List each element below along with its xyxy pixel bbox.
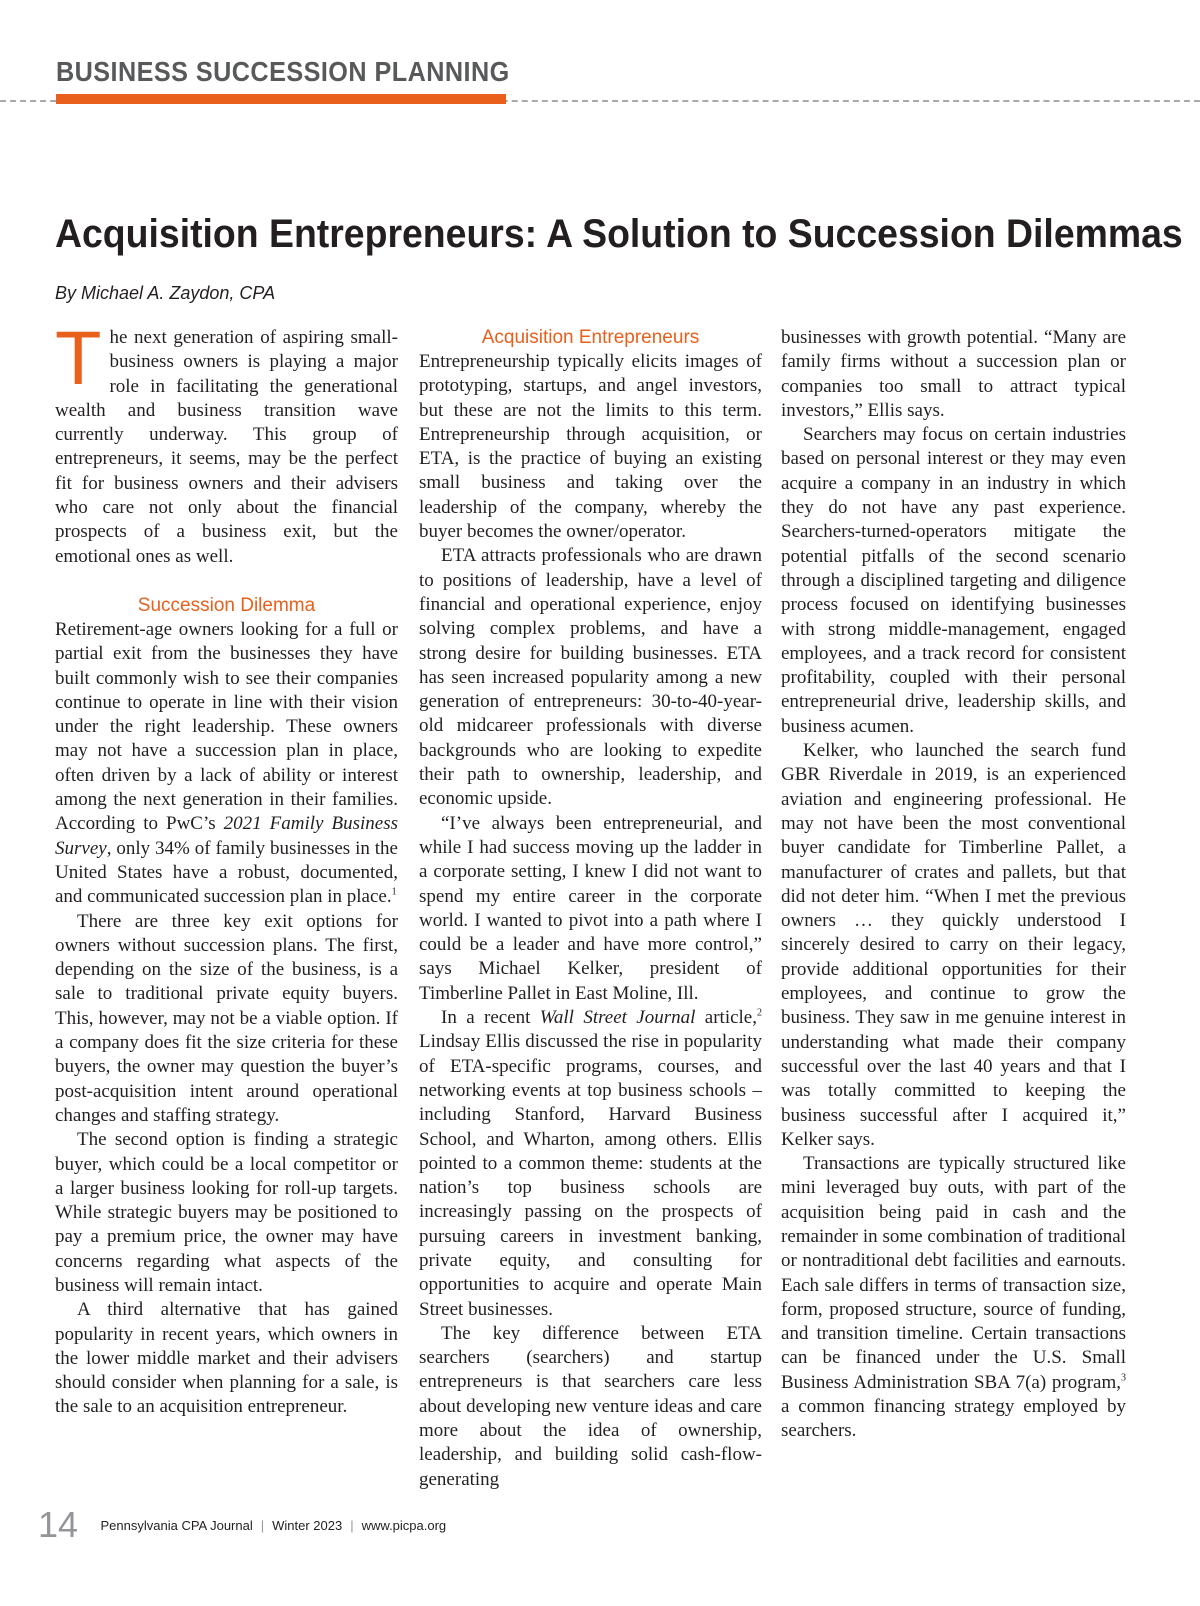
survey-title: 2021 Family Business Survey [55, 813, 398, 859]
subheading-acquisition-entrepreneurs: Acquisition Entrepreneurs [481, 327, 700, 348]
website-link[interactable]: www.picpa.org [361, 1517, 447, 1533]
journal-name: Pennsylvania CPA Journal [100, 1517, 253, 1533]
section-accent-bar [56, 94, 506, 104]
publication-title: Wall Street Journal [539, 1007, 696, 1029]
paragraph [781, 1152, 1126, 1444]
footer-separator: | [260, 1517, 265, 1533]
subheading-succession-dilemma: Succession Dilemma [137, 594, 316, 616]
drop-cap: T [55, 316, 102, 401]
paragraph: Entrepreneurship typically elicits images of prototyping, startups, and angel investors, but these are not the limits to this term. Entrepreneurship through acquisition, or ETA, is the practice of buying an existing small business and taking over the leadership of the company, whereby the buyer becomes the owner/operator. [419, 351, 762, 543]
footer-separator: | [350, 1517, 354, 1533]
intro-paragraph [55, 316, 398, 569]
text: Transactions are typically structured like mini leveraged buy outs, with part of the acquisition being paid in cash and the remainder in some combination of traditional or nontraditional debt facilities and earnouts. Each sale differs in terms of transaction size, form, proposed structure, source of funding, and transition timeline. Certain transactions can be financed under the U.S. Small Business Administration SBA 7(a) program, [781, 1153, 1126, 1393]
footnote-ref: 1 [391, 886, 397, 898]
paragraph: The second option is finding a strategic buyer, which could be a local competitor or a larger business looking for roll-up targets. While strategic buyers may be positioned to pay a premium price, the owner may have concerns regarding what aspects of the business will remain intact. [55, 1129, 398, 1296]
quote-paragraph: “I’ve always been entrepreneurial, and while I had success moving up the ladder in a corporate setting, I knew I did not want to spend my entire career in the corporate world. I wanted to pivot into a path where I could be a leader and have more control,” says Michael Kelker, president of Timberline Pallet in East Moline, Ill. [419, 812, 762, 1004]
paragraph [55, 618, 398, 910]
paragraph: A third alternative that has gained popularity in recent years, which owners in the lower middle market and their advisers should consider when planning for a sale, is the sale to an acquisition entrepreneur. [55, 1299, 398, 1418]
article-title: Acquisition Entrepreneurs: A Solution to Succession Dilemmas [55, 212, 1183, 256]
text: article, [695, 1007, 757, 1029]
paragraph: ETA attracts professionals who are drawn to positions of leadership, have a level of financial and operational experience, enjoy solving complex problems, and have a strong desire for building businesses. ETA has seen increased popularity among a new generation of entrepreneurs: 30-to-40-year-old midcareer professionals with diverse backgrounds who are looking to expedite their path to ownership, leadership, and economic upside. [419, 545, 762, 810]
intro-text: he next generation of aspiring small-business owners is playing a major role in facilitating the generational wealth and business transition wave currently underway. This group of entrepreneurs, it seems, may be the perfect fit for business owners and their advisers who care not only about the financial prospects of a business exit, but the emotional ones as well. [55, 327, 398, 567]
section-label: BUSINESS SUCCESSION PLANNING [56, 56, 510, 87]
paragraph: Kelker, who launched the search fund GBR Riverdale in 2019, is an experienced aviation and engineering professional. He may not have been the most conventional buyer candidate for Timberline Pallet, a manufacturer of crates and pallets, but that did not deter him. “When I met the previous owners … they quickly understood I sincerely desired to carry on their legacy, provide additional opportunities for their employees, and continue to grow the business. They saw in me genuine interest in understanding what made their company successful over the last 40 years and that I was totally committed to keeping the business successful after I acquired it,” Kelker says. [781, 740, 1126, 1150]
column-1 [55, 316, 398, 1420]
paragraph: businesses with growth potential. “Many are family firms without a succession plan or companies too small to attract typical investors,” Ellis says. [781, 327, 1126, 421]
text: Retirement-age owners looking for a full or partial exit from the businesses they have built commonly wish to see their companies continue to operate in line with their vision under the right leadership. These owners may not have a succession plan in place, often driven by a lack of ability or interest among the next generation in their families. According to PwC’s [55, 618, 398, 835]
footer-info [101, 1518, 447, 1533]
page-number: 14 [38, 1504, 79, 1545]
paragraph: Searchers may focus on certain industries based on personal interest or they may even acquire a company in an industry in which they do not have any past experience. Searchers-turned-operators mitigate the potential pitfalls of the second scenario through a disciplined targeting and diligence process focused on identifying businesses with strong middle-management, engaged employees, and a track record for consistent profitability, coupled with their personal entrepreneurial drive, leadership skills, and business acumen. [781, 424, 1126, 737]
page-footer [38, 1504, 446, 1548]
text: a common financing strategy employed by searchers. [781, 1396, 1126, 1442]
paragraph: The key difference between ETA searchers (searchers) and startup entrepreneurs is that searchers care less about developing new venture ideas and care more about the idea of ownership, leadership, and building solid cash-flow-generating [419, 1322, 762, 1490]
footnote-ref: 2 [757, 1007, 762, 1019]
text: , only 34% of family businesses in the United States have a robust, documented, and communicated succession plan in place. [55, 837, 398, 908]
footnote-ref: 3 [1121, 1372, 1126, 1384]
column-3 [781, 326, 1126, 1444]
text: In a recent [441, 1007, 540, 1029]
paragraph [419, 1006, 762, 1322]
paragraph: There are three key exit options for owners without succession plans. The first, depending on the size of the business, is a sale to traditional private equity buyers. This, however, may not be a viable option. If a company does fit the size criteria for these buyers, the owner may question the buyer’s post-acquisition intent around operational changes and staffing strategy. [55, 910, 398, 1126]
issue-date: Winter 2023 [272, 1517, 343, 1533]
byline: By Michael A. Zaydon, CPA [55, 283, 276, 303]
text: Lindsay Ellis discussed the rise in popularity of ETA-specific programs, courses, and networking events at top business schools – including Stanford, Harvard Business School, and Wharton, among others. Ellis pointed to a common theme: students at the nation’s top business schools are increasingly passing on the prospects of pursuing careers in investment banking, private equity, and consulting for opportunities to acquire and operate Main Street businesses. [419, 1031, 762, 1320]
column-2 [419, 326, 762, 1492]
